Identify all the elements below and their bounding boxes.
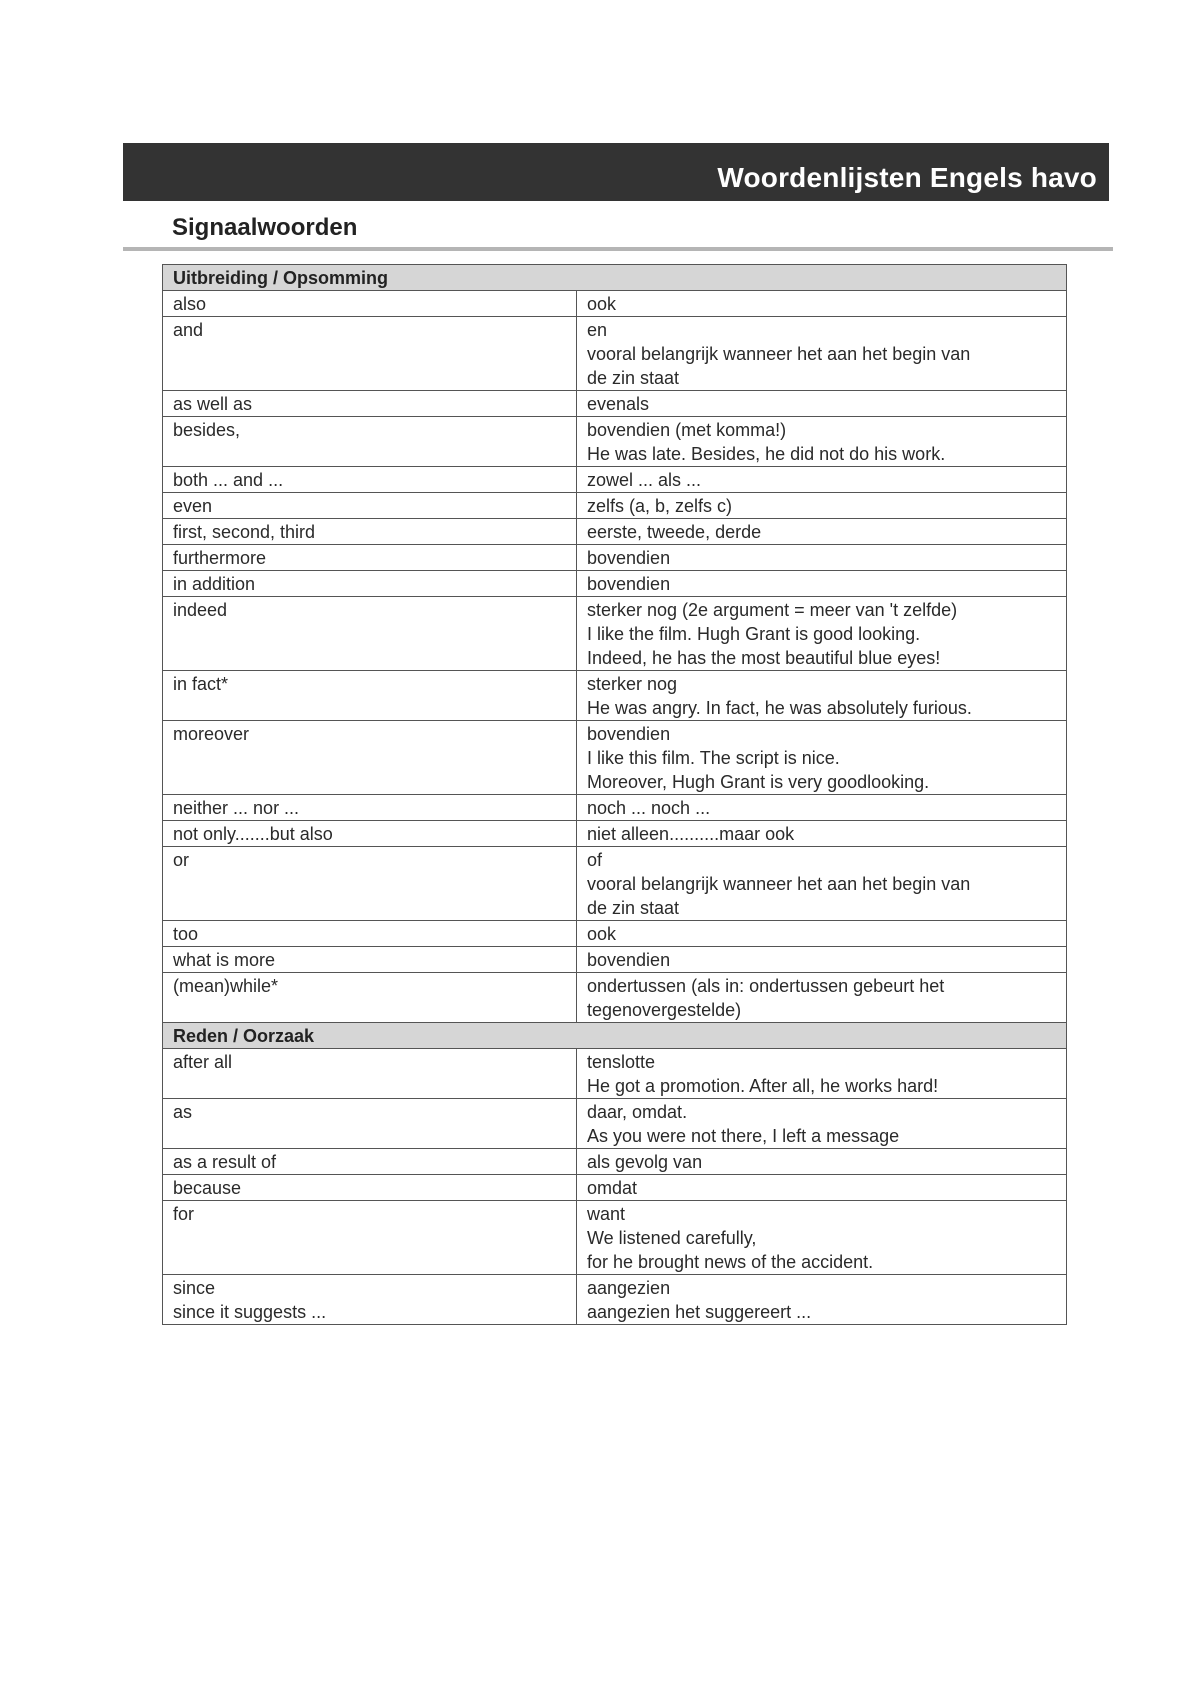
dutch-translation-line: bovendien [587, 548, 671, 568]
dutch-translation-line: bovendien [587, 950, 671, 970]
dutch-translation-cell [577, 795, 1067, 821]
dutch-translation-cell [577, 947, 1067, 973]
english-term-line: since [173, 1278, 216, 1298]
table-row [163, 921, 1067, 947]
english-term-cell [163, 571, 577, 597]
dutch-translation-cell [577, 1201, 1067, 1275]
table-row [163, 493, 1067, 519]
dutch-translation-line: aangezien [587, 1278, 671, 1298]
table-row [163, 973, 1067, 1023]
english-term-cell [163, 291, 577, 317]
dutch-translation-cell [577, 1149, 1067, 1175]
english-term: furthermore [173, 548, 267, 568]
dutch-translation-line: bovendien [587, 724, 671, 744]
english-term-cell [163, 921, 577, 947]
dutch-translation-cell [577, 671, 1067, 721]
english-term: first, second, third [173, 522, 316, 542]
dutch-translation-line: sterker nog [587, 674, 678, 694]
english-term: (mean)while* [173, 976, 279, 996]
dutch-translation-cell [577, 291, 1067, 317]
dutch-translation-line: of [587, 850, 603, 870]
dutch-translation-line: noch ... noch ... [587, 798, 711, 818]
dutch-translation-line: Indeed, he has the most beautiful blue eyes! [587, 648, 941, 668]
english-term: what is more [173, 950, 276, 970]
section-header-row [163, 1023, 1067, 1049]
section-header-row [163, 265, 1067, 291]
english-term: as [173, 1102, 193, 1122]
signal-words-table [162, 264, 1067, 1325]
table-row [163, 1149, 1067, 1175]
section-heading: Uitbreiding / Opsomming [163, 265, 1067, 291]
english-term-cell [163, 671, 577, 721]
english-term-cell [163, 973, 577, 1023]
dutch-translation-line: ook [587, 924, 617, 944]
dutch-translation-line: I like the film. Hugh Grant is good looking. [587, 624, 921, 644]
english-term: for [173, 1204, 195, 1224]
dutch-translation-line: vooral belangrijk wanneer het aan het begin van [587, 344, 971, 364]
section-title: Signaalwoorden [172, 214, 358, 241]
english-term-cell [163, 821, 577, 847]
english-term-line: since it suggests ... [173, 1302, 327, 1322]
table-row [163, 1201, 1067, 1275]
dutch-translation-cell [577, 545, 1067, 571]
english-term: in addition [173, 574, 256, 594]
english-term-cell [163, 545, 577, 571]
english-term-cell [163, 467, 577, 493]
english-term-cell [163, 1275, 577, 1325]
dutch-translation-line: ondertussen (als in: ondertussen gebeurt het [587, 976, 945, 996]
dutch-translation-line: en [587, 320, 608, 340]
dutch-translation-cell [577, 467, 1067, 493]
table-row [163, 1099, 1067, 1149]
english-term: both ... and ... [173, 470, 284, 490]
english-term-cell [163, 1201, 577, 1275]
table-row [163, 1275, 1067, 1325]
dutch-translation-line: zowel ... als ... [587, 470, 702, 490]
dutch-translation-cell [577, 391, 1067, 417]
dutch-translation-cell [577, 1175, 1067, 1201]
dutch-translation-line: evenals [587, 394, 650, 414]
table-row [163, 467, 1067, 493]
dutch-translation-line: aangezien het suggereert ... [587, 1302, 812, 1322]
title-divider [123, 247, 1113, 251]
dutch-translation-cell [577, 921, 1067, 947]
english-term: neither ... nor ... [173, 798, 300, 818]
english-term: after all [173, 1052, 233, 1072]
table-row [163, 847, 1067, 921]
dutch-translation-line: bovendien (met komma!) [587, 420, 787, 440]
english-term: too [173, 924, 199, 944]
english-term-cell [163, 519, 577, 545]
english-term-cell [163, 1099, 577, 1149]
english-term-cell [163, 795, 577, 821]
english-term-cell [163, 847, 577, 921]
table-body [163, 265, 1067, 1325]
english-term-cell [163, 317, 577, 391]
dutch-translation-line: I like this film. The script is nice. [587, 748, 840, 768]
dutch-translation-line: daar, omdat. [587, 1102, 688, 1122]
table-row [163, 1049, 1067, 1099]
english-term-cell [163, 1049, 577, 1099]
english-term: or [173, 850, 190, 870]
table-row [163, 417, 1067, 467]
english-term: and [173, 320, 204, 340]
dutch-translation-line: sterker nog (2e argument = meer van 't zelfde) [587, 600, 958, 620]
dutch-translation-line: for he brought news of the accident. [587, 1252, 874, 1272]
english-term-cell [163, 493, 577, 519]
dutch-translation-cell [577, 317, 1067, 391]
dutch-translation-cell [577, 847, 1067, 921]
dutch-translation-cell [577, 1049, 1067, 1099]
dutch-translation-cell [577, 417, 1067, 467]
dutch-translation-line: bovendien [587, 574, 671, 594]
table-row [163, 291, 1067, 317]
dutch-translation-line: als gevolg van [587, 1152, 703, 1172]
table-row [163, 391, 1067, 417]
table-row [163, 795, 1067, 821]
dutch-translation-line: tenslotte [587, 1052, 656, 1072]
english-term-cell [163, 417, 577, 467]
english-term: even [173, 496, 213, 516]
dutch-translation-line: Moreover, Hugh Grant is very goodlooking. [587, 772, 930, 792]
english-term: besides, [173, 420, 241, 440]
dutch-translation-line: He was angry. In fact, he was absolutely furious. [587, 698, 972, 718]
english-term: because [173, 1178, 242, 1198]
english-term-cell [163, 721, 577, 795]
english-term: as a result of [173, 1152, 277, 1172]
table-row [163, 571, 1067, 597]
english-term-cell [163, 391, 577, 417]
dutch-translation-cell [577, 597, 1067, 671]
dutch-translation-cell [577, 571, 1067, 597]
table-row [163, 545, 1067, 571]
dutch-translation-line: We listened carefully, [587, 1228, 757, 1248]
english-term-cell [163, 1175, 577, 1201]
dutch-translation-line: vooral belangrijk wanneer het aan het begin van [587, 874, 971, 894]
dutch-translation-line: niet alleen..........maar ook [587, 824, 795, 844]
english-term: indeed [173, 600, 228, 620]
dutch-translation-cell [577, 721, 1067, 795]
table-row [163, 317, 1067, 391]
english-term: as well as [173, 394, 253, 414]
table-row [163, 597, 1067, 671]
english-term-cell [163, 1149, 577, 1175]
dutch-translation-cell [577, 821, 1067, 847]
dutch-translation-line: zelfs (a, b, zelfs c) [587, 496, 733, 516]
table-row [163, 821, 1067, 847]
english-term: also [173, 294, 207, 314]
dutch-translation-line: He was late. Besides, he did not do his work. [587, 444, 946, 464]
dutch-translation-line: de zin staat [587, 368, 680, 388]
dutch-translation-cell [577, 1275, 1067, 1325]
section-heading: Reden / Oorzaak [163, 1023, 1067, 1049]
table-row [163, 721, 1067, 795]
dutch-translation-line: As you were not there, I left a message [587, 1126, 900, 1146]
table-row [163, 1175, 1067, 1201]
dutch-translation-line: ook [587, 294, 617, 314]
dutch-translation-cell [577, 493, 1067, 519]
table-row [163, 519, 1067, 545]
dutch-translation-line: de zin staat [587, 898, 680, 918]
dutch-translation-cell [577, 519, 1067, 545]
header-banner [123, 143, 1109, 201]
english-term-cell [163, 947, 577, 973]
dutch-translation-line: omdat [587, 1178, 638, 1198]
banner-title: Woordenlijsten Engels havo [717, 162, 1097, 193]
english-term: moreover [173, 724, 250, 744]
table-row [163, 947, 1067, 973]
english-term: not only.......but also [173, 824, 333, 844]
dutch-translation-cell [577, 1099, 1067, 1149]
table-row [163, 671, 1067, 721]
dutch-translation-line: He got a promotion. After all, he works hard! [587, 1076, 939, 1096]
dutch-translation-line: eerste, tweede, derde [587, 522, 762, 542]
english-term-cell [163, 597, 577, 671]
dutch-translation-cell [577, 973, 1067, 1023]
dutch-translation-line: want [587, 1204, 626, 1224]
dutch-translation-line: tegenovergestelde) [587, 1000, 742, 1020]
english-term: in fact* [173, 674, 229, 694]
